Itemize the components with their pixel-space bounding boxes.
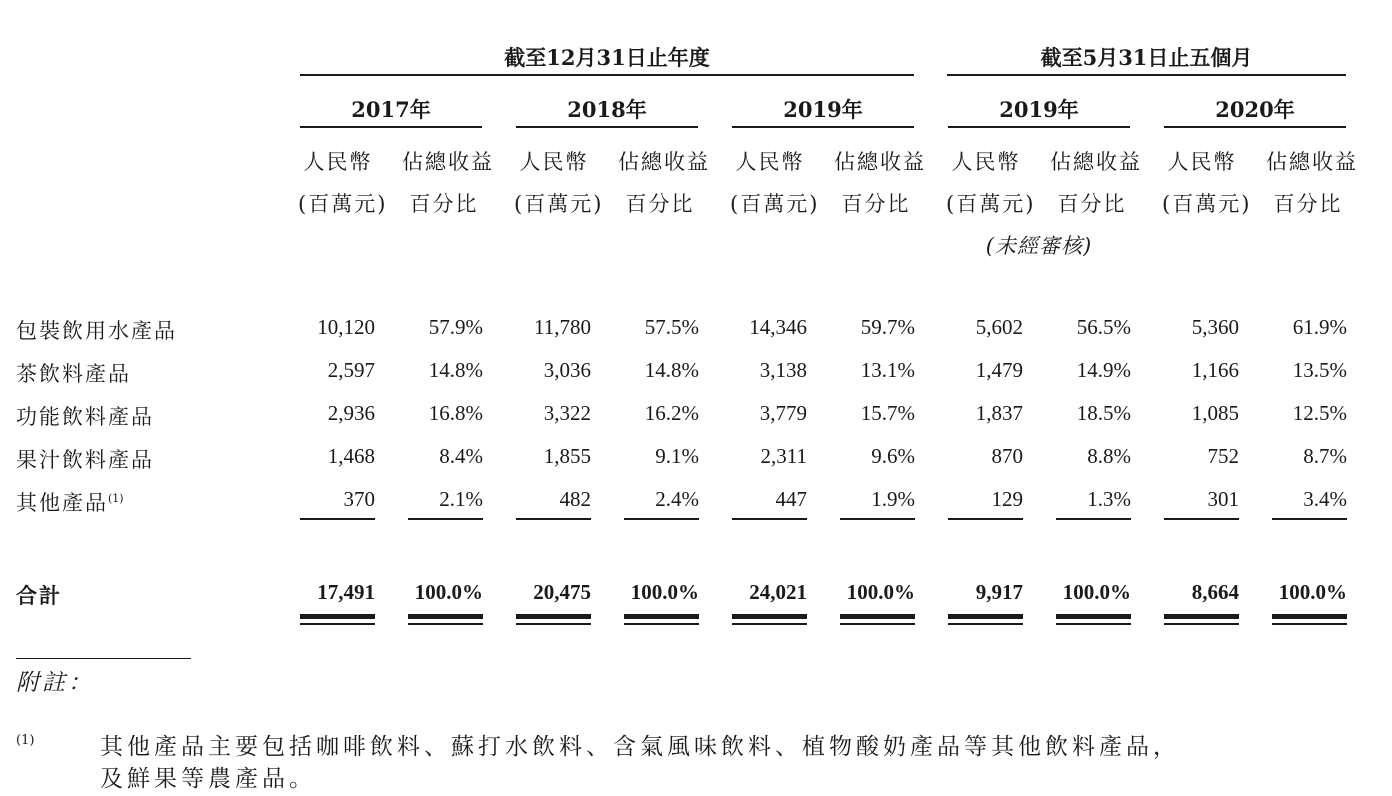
col-rmb-header: 人民幣 xyxy=(519,150,589,174)
col-pct-unit: 百分比 xyxy=(409,192,479,216)
total-double-rule xyxy=(948,623,1023,625)
amount-cell: 870 xyxy=(991,444,1023,468)
amount-cell: 301 xyxy=(1207,487,1239,511)
total-double-rule xyxy=(840,623,915,625)
footnote-marker: (1) xyxy=(108,492,124,505)
total-percent-cell: 100.0% xyxy=(1278,580,1347,604)
unaudited-note: (未經審核) xyxy=(985,234,1093,258)
amount-cell: 14,346 xyxy=(749,315,807,339)
percent-cell: 13.1% xyxy=(860,358,915,382)
percent-cell: 57.9% xyxy=(428,315,483,339)
total-percent-cell: 100.0% xyxy=(414,580,483,604)
amount-cell: 2,597 xyxy=(327,358,375,382)
row-label-total: 合計 xyxy=(16,583,62,608)
year-header: 2019年 xyxy=(783,97,863,122)
amount-cell: 1,837 xyxy=(975,401,1023,425)
ytd-period-header: 截至5月31日止五個月 xyxy=(1040,45,1253,70)
amount-cell: 129 xyxy=(991,487,1023,511)
amount-cell: 10,120 xyxy=(317,315,375,339)
row-label-juice: 果汁飲料產品 xyxy=(16,448,154,472)
percent-cell: 2.4% xyxy=(655,487,699,511)
percent-cell: 13.5% xyxy=(1292,358,1347,382)
amount-cell: 3,138 xyxy=(759,358,807,382)
subtotal-rule xyxy=(948,518,1023,520)
total-double-rule xyxy=(408,623,483,625)
year-header: 2018年 xyxy=(567,97,647,122)
fy-header-rule xyxy=(300,74,914,76)
col-pct-unit: 百分比 xyxy=(1273,192,1343,216)
total-double-rule xyxy=(1056,623,1131,625)
col-pct-header: 佔總收益 xyxy=(1050,150,1142,174)
percent-cell: 15.7% xyxy=(860,401,915,425)
notes-heading: 附註： xyxy=(16,670,94,696)
total-double-rule xyxy=(1056,614,1131,619)
amount-cell: 11,780 xyxy=(534,315,591,339)
percent-cell: 56.5% xyxy=(1076,315,1131,339)
total-double-rule xyxy=(300,623,375,625)
percent-cell: 1.3% xyxy=(1087,487,1131,511)
amount-cell: 447 xyxy=(775,487,807,511)
percent-cell: 61.9% xyxy=(1292,315,1347,339)
col-rmb-header: 人民幣 xyxy=(951,150,1021,174)
percent-cell: 14.9% xyxy=(1076,358,1131,382)
row-label-bottled-water: 包裝飲用水產品 xyxy=(16,319,177,343)
amount-cell: 1,166 xyxy=(1191,358,1239,382)
subtotal-rule xyxy=(1272,518,1347,520)
col-rmb-header: 人民幣 xyxy=(303,150,373,174)
amount-cell: 370 xyxy=(343,487,375,511)
fy-period-header: 截至12月31日止年度 xyxy=(504,45,710,70)
amount-cell: 5,602 xyxy=(975,315,1023,339)
percent-cell: 2.1% xyxy=(439,487,483,511)
row-label-functional: 功能飲料產品 xyxy=(16,405,154,429)
amount-cell: 1,855 xyxy=(543,444,591,468)
col-pct-header: 佔總收益 xyxy=(402,150,494,174)
total-double-rule xyxy=(732,623,807,625)
percent-cell: 8.7% xyxy=(1303,444,1347,468)
total-amount-cell: 9,917 xyxy=(975,580,1023,604)
amount-cell: 3,322 xyxy=(543,401,591,425)
ytd-header-rule xyxy=(947,74,1346,76)
total-percent-cell: 100.0% xyxy=(630,580,699,604)
col-rmb-unit: (百萬元) xyxy=(298,192,388,216)
col-rmb-header: 人民幣 xyxy=(1167,150,1237,174)
total-amount-cell: 20,475 xyxy=(533,580,591,604)
percent-cell: 59.7% xyxy=(860,315,915,339)
col-rmb-unit: (百萬元) xyxy=(514,192,604,216)
percent-cell: 16.2% xyxy=(644,401,699,425)
total-double-rule xyxy=(1164,614,1239,619)
note-text-line2: 及鮮果等農產品。 xyxy=(100,766,316,792)
total-double-rule xyxy=(1272,614,1347,619)
percent-cell: 3.4% xyxy=(1303,487,1347,511)
col-pct-unit: 百分比 xyxy=(841,192,911,216)
year-header: 2020年 xyxy=(1215,97,1295,122)
subtotal-rule xyxy=(624,518,699,520)
note-text-line1: 其他產品主要包括咖啡飲料、蘇打水飲料、含氣風味飲料、植物酸奶產品等其他飲料產品， xyxy=(100,734,1180,760)
total-double-rule xyxy=(1272,623,1347,625)
total-amount-cell: 24,021 xyxy=(749,580,807,604)
year-rule xyxy=(732,126,914,128)
percent-cell: 9.6% xyxy=(871,444,915,468)
col-pct-unit: 百分比 xyxy=(1057,192,1127,216)
subtotal-rule xyxy=(1056,518,1131,520)
total-double-rule xyxy=(624,623,699,625)
note-marker: (1) xyxy=(16,733,35,748)
subtotal-rule xyxy=(300,518,375,520)
col-rmb-header: 人民幣 xyxy=(735,150,805,174)
percent-cell: 14.8% xyxy=(428,358,483,382)
subtotal-rule xyxy=(840,518,915,520)
percent-cell: 16.8% xyxy=(428,401,483,425)
total-amount-cell: 8,664 xyxy=(1191,580,1239,604)
total-double-rule xyxy=(300,614,375,619)
year-rule xyxy=(300,126,482,128)
year-rule xyxy=(948,126,1130,128)
percent-cell: 8.8% xyxy=(1087,444,1131,468)
amount-cell: 3,779 xyxy=(759,401,807,425)
col-rmb-unit: (百萬元) xyxy=(730,192,820,216)
footnote-rule xyxy=(16,658,191,659)
subtotal-rule xyxy=(408,518,483,520)
amount-cell: 2,311 xyxy=(760,444,807,468)
percent-cell: 9.1% xyxy=(655,444,699,468)
total-double-rule xyxy=(840,614,915,619)
subtotal-rule xyxy=(1164,518,1239,520)
total-double-rule xyxy=(516,623,591,625)
total-double-rule xyxy=(516,614,591,619)
percent-cell: 8.4% xyxy=(439,444,483,468)
percent-cell: 18.5% xyxy=(1076,401,1131,425)
amount-cell: 1,468 xyxy=(327,444,375,468)
amount-cell: 2,936 xyxy=(327,401,375,425)
total-double-rule xyxy=(408,614,483,619)
total-amount-cell: 17,491 xyxy=(317,580,375,604)
subtotal-rule xyxy=(732,518,807,520)
year-header: 2017年 xyxy=(351,97,431,122)
total-percent-cell: 100.0% xyxy=(846,580,915,604)
row-label-other: 其他產品$^{(1)}$ xyxy=(16,491,124,515)
amount-cell: 5,360 xyxy=(1191,315,1239,339)
total-double-rule xyxy=(948,614,1023,619)
amount-cell: 1,479 xyxy=(975,358,1023,382)
total-double-rule xyxy=(732,614,807,619)
amount-cell: 1,085 xyxy=(1191,401,1239,425)
amount-cell: 482 xyxy=(559,487,591,511)
col-pct-unit: 百分比 xyxy=(625,192,695,216)
total-double-rule xyxy=(624,614,699,619)
amount-cell: 752 xyxy=(1207,444,1239,468)
col-rmb-unit: (百萬元) xyxy=(1162,192,1252,216)
year-rule xyxy=(1164,126,1346,128)
total-percent-cell: 100.0% xyxy=(1062,580,1131,604)
year-header: 2019年 xyxy=(999,97,1079,122)
percent-cell: 1.9% xyxy=(871,487,915,511)
subtotal-rule xyxy=(516,518,591,520)
col-pct-header: 佔總收益 xyxy=(1266,150,1358,174)
year-rule xyxy=(516,126,698,128)
percent-cell: 57.5% xyxy=(644,315,699,339)
col-pct-header: 佔總收益 xyxy=(834,150,926,174)
amount-cell: 3,036 xyxy=(543,358,591,382)
col-pct-header: 佔總收益 xyxy=(618,150,710,174)
col-rmb-unit: (百萬元) xyxy=(946,192,1036,216)
percent-cell: 12.5% xyxy=(1292,401,1347,425)
row-label-tea: 茶飲料產品 xyxy=(16,362,131,386)
total-double-rule xyxy=(1164,623,1239,625)
percent-cell: 14.8% xyxy=(644,358,699,382)
